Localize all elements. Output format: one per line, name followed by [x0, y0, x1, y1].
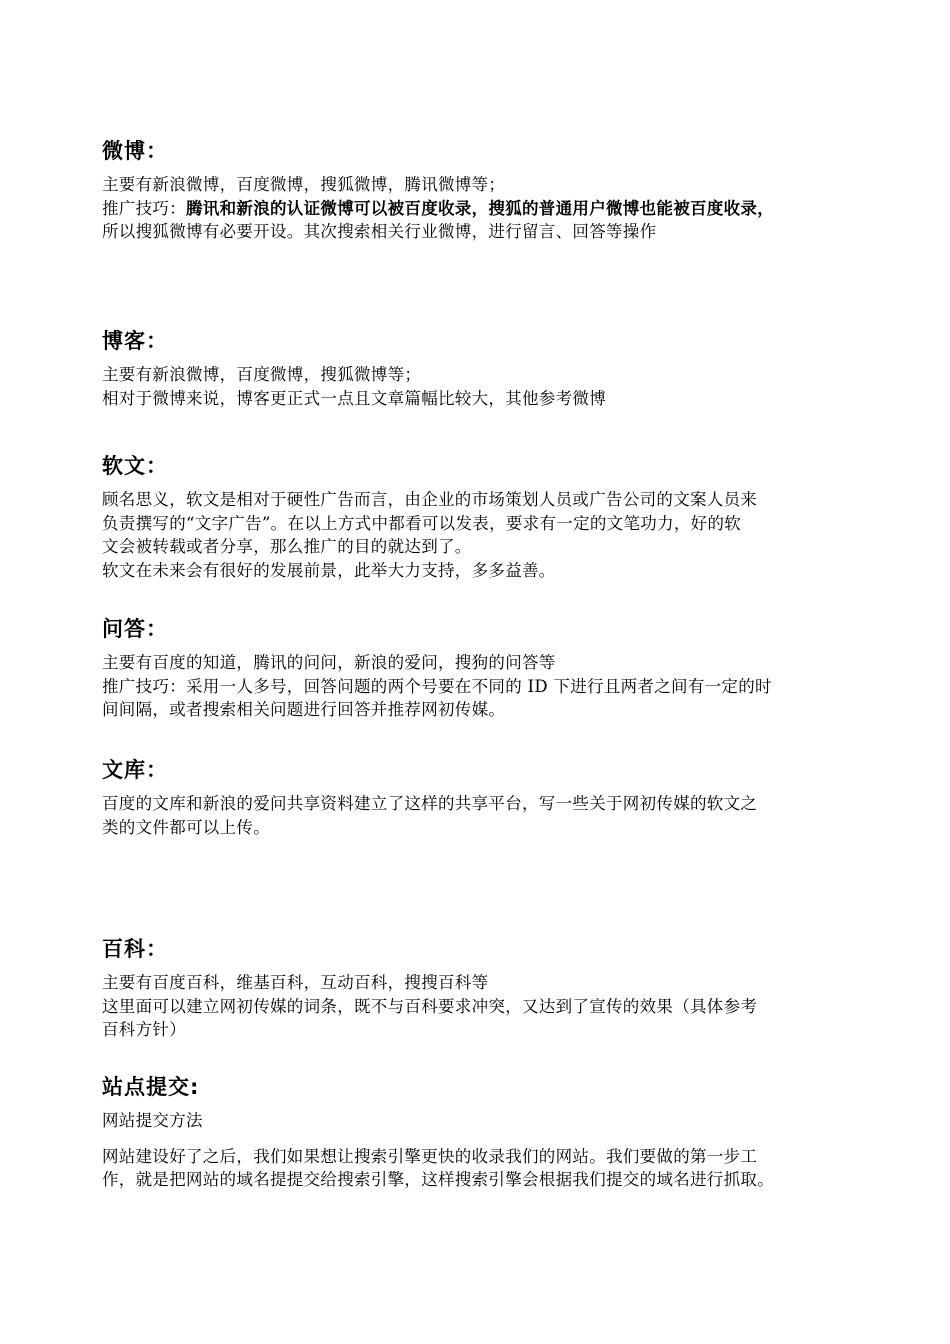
section-qa — [102, 615, 862, 722]
wiki-line-3: 百科方针） — [102, 1020, 186, 1039]
section-blog — [102, 327, 862, 410]
section-library — [102, 756, 862, 839]
weibo-line-1: 主要有新浪微博，百度微博，搜狐微博，腾讯微博等； — [102, 175, 506, 194]
softtext-line-4: 软文在未来会有很好的发展前景，此举大力支持，多多益善。 — [102, 560, 556, 580]
library-line-1: 百度的文库和新浪的爱问共享资料建立了这样的共享平台，写一些关于网初传媒的软文之 — [102, 794, 758, 813]
blog-line-1: 主要有新浪微博，百度微博，搜狐微博等； — [102, 365, 422, 384]
section-weibo — [102, 137, 862, 244]
heading-softtext: 软文： — [102, 454, 168, 478]
submit-line-1: 网站建设好了之后，我们如果想让搜索引擎更快的收录我们的网站。我们要做的第一步工 — [102, 1146, 758, 1166]
weibo-line-3: 所以搜狐微博有必要开设。其次搜索相关行业微博，进行留言、回答等操作 — [102, 222, 657, 241]
section-submit — [102, 1073, 862, 1192]
heading-wiki: 百科： — [102, 937, 168, 961]
weibo-tip-bold: 腾讯和新浪的认证微博可以被百度收录，搜狐的普通用户微博也能被百度收录， — [186, 198, 774, 218]
softtext-line-3: 文会被转载或者分享，那么推广的目的就达到了。 — [102, 537, 472, 556]
wiki-line-1: 主要有百度百科，维基百科，互动百科，搜搜百科等 — [102, 973, 489, 992]
blog-line-2: 相对于微博来说，博客更正式一点且文章篇幅比较大，其他参考微博 — [102, 388, 606, 408]
library-line-2: 类的文件都可以上传。 — [102, 817, 270, 837]
section-wiki — [102, 935, 862, 1042]
weibo-tip-label: 推广技巧： — [102, 198, 186, 218]
qa-line-3: 间间隔，或者搜索相关问题进行回答并推荐网初传媒。 — [102, 700, 506, 719]
heading-submit: 站点提交: — [102, 1075, 200, 1099]
weibo-tip — [102, 197, 862, 221]
qa-line-2: 推广技巧：采用一人多号，回答问题的两个号要在不同的 ID 下进行且两者之间有一定的时 — [102, 676, 772, 696]
softtext-line-1: 顾名思义，软文是相对于硬性广告而言，由企业的市场策划人员或广告公司的文案人员来 — [102, 490, 758, 509]
heading-blog: 博客： — [102, 329, 168, 353]
heading-weibo: 微博： — [102, 139, 168, 163]
softtext-line-2: 负责撰写的“文字广告”。在以上方式中都看可以发表，要求有一定的文笔功力，好的软 — [102, 513, 742, 533]
submit-line-2: 作，就是把网站的域名提提交给搜索引擎，这样搜索引擎会根据我们提交的域名进行抓取。 — [102, 1170, 774, 1189]
section-softtext — [102, 452, 862, 582]
wiki-line-2: 这里面可以建立网初传媒的词条，既不与百科要求冲突，又达到了宣传的效果（具体参考 — [102, 996, 758, 1016]
heading-qa: 问答： — [102, 617, 168, 641]
heading-library: 文库： — [102, 758, 168, 782]
submit-subtitle: 网站提交方法 — [102, 1111, 203, 1130]
qa-line-1: 主要有百度的知道，腾讯的问问，新浪的爱问，搜狗的问答等 — [102, 653, 556, 672]
